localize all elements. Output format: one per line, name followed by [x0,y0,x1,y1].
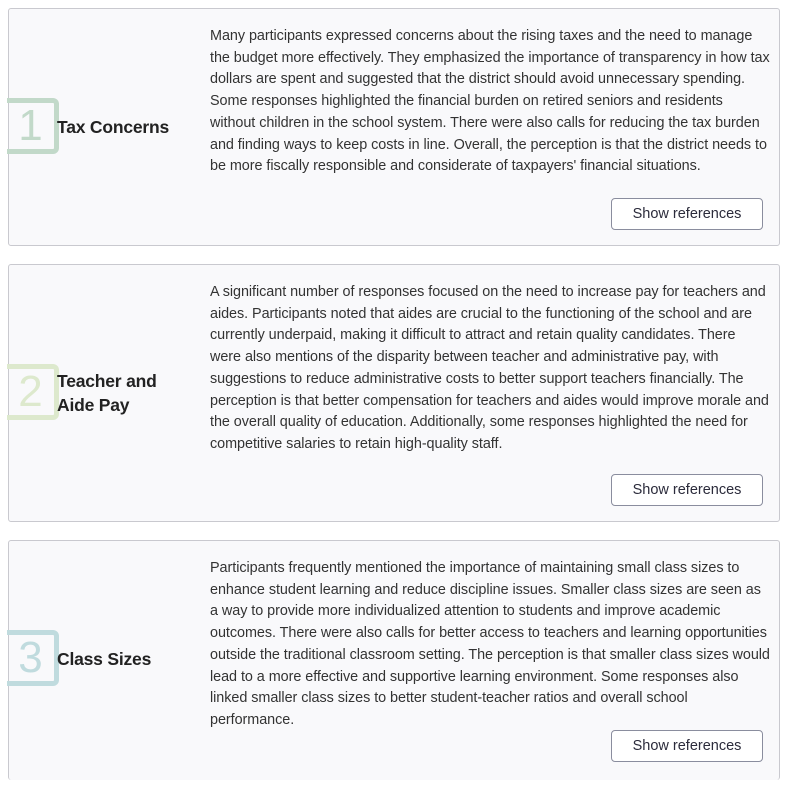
theme-number: 3 [18,633,43,682]
theme-number-badge [7,98,59,154]
theme-summary: A significant number of responses focused on the need to increase pay for teachers and aides. Participants noted that aides are crucial to the functioning of the school and are currently underpaid, making it difficult to attract and retain quality candidates. There were also mentions of the disparity between teacher and administrative pay, with suggestions to reduce administrative costs to better support teachers financially. The perception is that better compensation for teachers and aides would improve morale and the overall quality of education. Additionally, some responses highlighted the need for competitive salaries to retain high-quality staff. [210,284,769,452]
theme-summary: Many participants expressed concerns about the rising taxes and the need to manage the budget more effectively. They emphasized the importance of transparency in how tax dollars are spent and suggested that the district should avoid unnecessary spending. Some responses highlighted the financial burden on retired seniors and residents without children in the school system. There were also calls for reducing the tax burden and finding ways to keep costs in line. Overall, the perception is that the district needs to be more fiscally responsible and considerate of taxpayers' financial situations. [210,28,770,175]
theme-summary: Participants frequently mentioned the importance of maintaining small class sizes to enhance student learning and reduce discipline issues. Smaller class sizes are seen as a way to provide more individualized attention to students and improve academic outcomes. There were also calls for better access to teachers and learning opportunities outside the traditional classroom setting. The perception is that smaller class sizes would lead to a more effective and supportive learning environment. Some responses also linked smaller class sizes to better student-teacher ratios and overall school performance. [210,560,770,728]
theme-card-class-sizes [8,540,780,780]
theme-number: 2 [18,367,43,416]
show-references-button[interactable]: Show references [611,474,763,506]
theme-number-badge [7,630,59,686]
theme-number-badge [7,364,59,420]
show-references-button[interactable]: Show references [611,730,763,762]
theme-title: Class Sizes [57,649,152,669]
show-references-button[interactable]: Show references [611,198,763,230]
theme-title: Teacher and Aide Pay [57,371,157,415]
theme-card-tax-concerns [8,8,780,246]
theme-card-teacher-and-aide-pay [8,264,780,522]
theme-number: 1 [18,101,43,150]
theme-title: Tax Concerns [57,117,170,137]
